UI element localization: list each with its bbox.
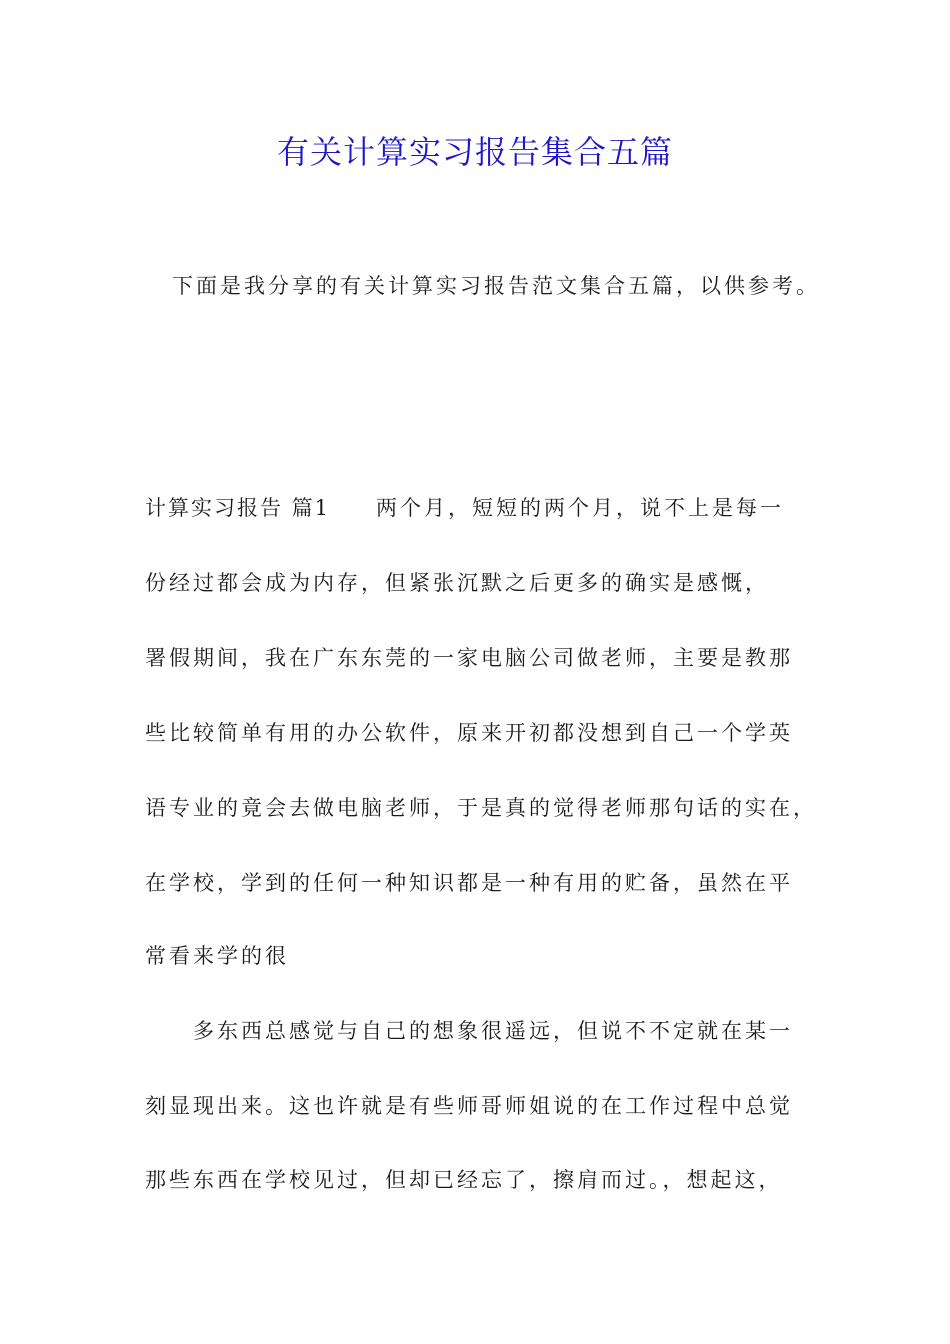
body-line-8: 多东西总感觉与自己的想象很遥远，但说不不定就在某一 [193,1019,793,1043]
body-line-2: 份经过都会成为内存，但紧张沉默之后更多的确实是感慨， [145,571,769,595]
intro-paragraph: 下面是我分享的有关计算实习报告范文集合五篇，以供参考。 [172,274,820,298]
body-line-3: 署假期间，我在广东东莞的一家电脑公司做老师，主要是教那 [145,646,793,670]
section-heading: 计算实习报告 篇1 [145,496,331,520]
body-line-4: 些比较简单有用的办公软件，原来开初都没想到自己一个学英 [145,721,793,745]
body-line-6: 在学校，学到的任何一种知识都是一种有用的贮备，虽然在平 [145,871,793,895]
body-line-10: 那些东西在学校见过，但却已经忘了，擦肩而过。，想起这， [145,1168,783,1192]
body-line-9: 刻显现出来。这也许就是有些师哥师姐说的在工作过程中总觉 [145,1094,793,1118]
body-line-7: 常看来学的很 [145,944,289,968]
body-line-1 [145,490,825,526]
document-title: 有关计算实习报告集合五篇 [276,133,673,171]
body-line-5: 语专业的竟会去做电脑老师，于是真的觉得老师那句话的实在， [145,796,817,820]
body-line-text: 两个月，短短的两个月，说不上是每一 [376,496,785,520]
